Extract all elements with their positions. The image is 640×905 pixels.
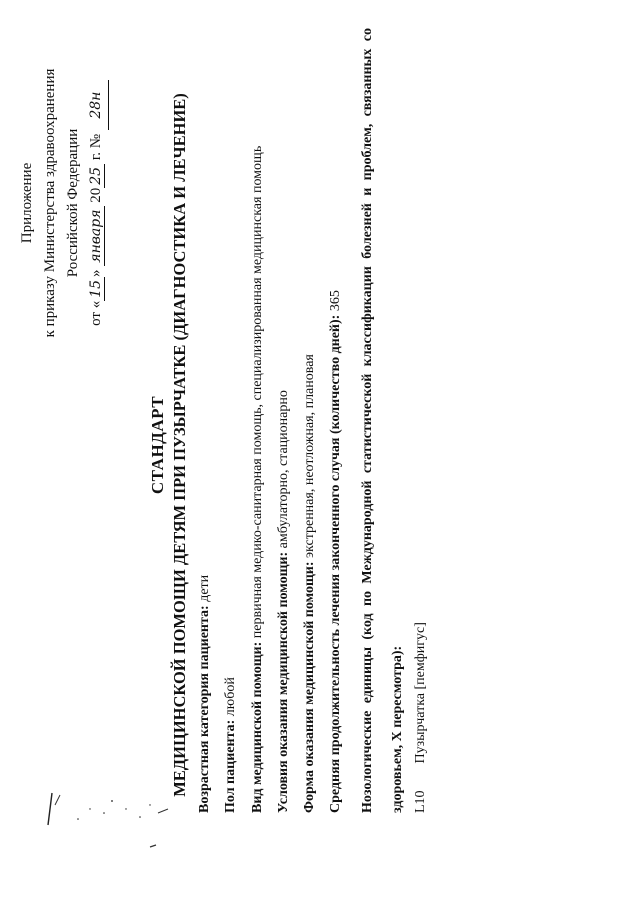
scan-noise-marks	[48, 793, 168, 847]
treatment-duration-label: Средняя продолжительность лечения законченного случая (количество дней):	[328, 314, 343, 813]
care-type-label: Вид медицинской помощи:	[250, 641, 265, 813]
date-day: 15	[88, 277, 105, 301]
care-form-value: экстренная, неотложная, плановая	[302, 354, 317, 562]
date-year: 25	[88, 164, 105, 188]
appendix-country: Российской Федерации	[65, 128, 81, 278]
diagnosis-code: L10	[413, 790, 428, 813]
diagnosis-name: Пузырчатка [пемфигус]	[413, 622, 428, 764]
age-category-value: дети	[197, 574, 212, 606]
care-type-value: первичная медико-санитарная помощь, специализированная медицинская помощь	[250, 145, 265, 642]
document-title: СТАНДАРТ	[148, 395, 167, 495]
appendix-title: Приложение	[19, 162, 35, 244]
treatment-duration-value: 365	[328, 290, 343, 315]
appendix-order-ref: к приказу Министерства здравоохранения	[42, 68, 58, 338]
date-suffix: г. №	[88, 133, 104, 164]
care-form-label: Форма оказания медицинской помощи:	[302, 561, 317, 813]
date-year-prefix: 20	[88, 187, 104, 207]
date-month: января	[88, 206, 105, 265]
order-number: 28н	[85, 80, 109, 130]
patient-sex-label: Пол пациента:	[223, 719, 238, 813]
date-prefix: от «	[88, 300, 104, 326]
care-conditions-value: амбулаторно, стационарно	[276, 390, 291, 552]
date-mid: »	[88, 265, 104, 277]
care-conditions-label: Условия оказания медицинской помощи:	[276, 551, 291, 813]
patient-sex-value: любой	[223, 677, 238, 720]
age-category-label: Возрастная категория пациента:	[197, 605, 212, 813]
nosology-heading: Нозологические единицы (код по Международной статистической классификации болезней и проблем, связанных со здоровьем, X пересмотра):	[360, 28, 405, 813]
document-subtitle: МЕДИЦИНСКОЙ ПОМОЩИ ДЕТЯМ ПРИ ПУЗЫРЧАТКЕ (ДИАГНОСТИКА И ЛЕЧЕНИЕ)	[170, 93, 189, 797]
